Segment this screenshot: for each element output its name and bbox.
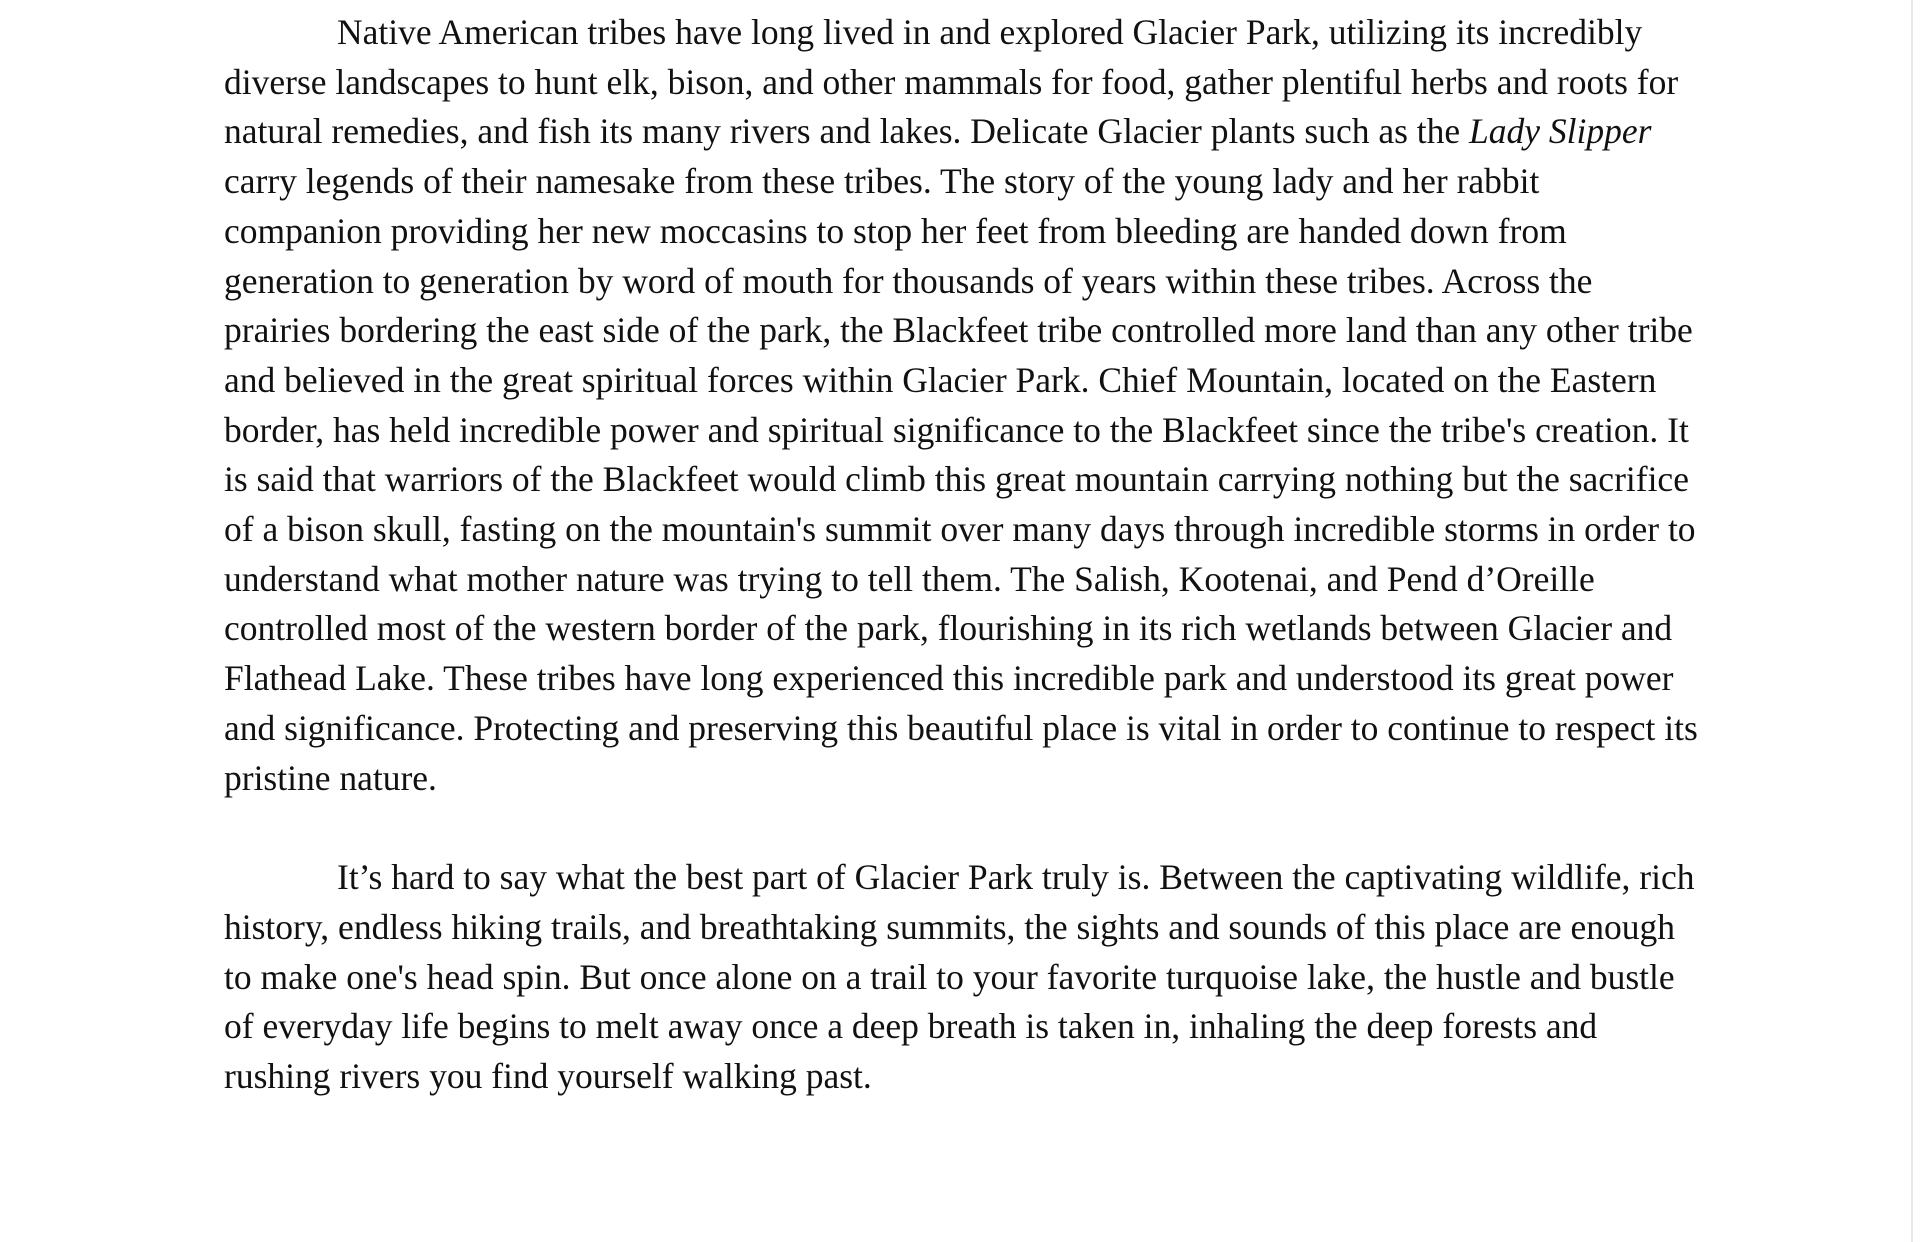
paragraph-best-part-of-glacier xyxy=(224,853,1700,1102)
italic-plant-name: Lady Slipper xyxy=(1469,111,1652,152)
page-edge-divider xyxy=(1911,0,1913,1242)
paragraph-native-american-tribes xyxy=(224,8,1700,803)
paragraph-text: Native American tribes have long lived in and explored Glacier Park, utilizing its incredibly diverse landscapes to hunt elk, bison, and other mammals for food, gather plentiful herbs and roots for natural remedies, and fish its many rivers and lakes. Delicate Glacier plants such as the xyxy=(224,12,1679,152)
document-body xyxy=(224,8,1700,1102)
paragraph-text: It’s hard to say what the best part of Glacier Park truly is. Between the captivating wildlife, rich history, endless hiking trails, and breathtaking summits, the sights and sounds of this place are enough to make one's head spin. But once alone on a trail to your favorite turquoise lake, the hustle and bustle of everyday life begins to melt away once a deep breath is taken in, inhaling the deep forests and rushing rivers you find yourself walking past. xyxy=(224,857,1695,1097)
paragraph-text: carry legends of their namesake from these tribes. The story of the young lady and her rabbit companion providing her new moccasins to stop her feet from bleeding are handed down from generation to generation by word of mouth for thousands of years within these tribes. Across the prairies bordering the east side of the park, the Blackfeet tribe controlled more land than any other tribe and believed in the great spiritual forces within Glacier Park. Chief Mountain, located on the Eastern border, has held incredible power and spiritual significance to the Blackfeet since the tribe's creation. It is said that warriors of the Blackfeet would climb this great mountain carrying nothing but the sacrifice of a bison skull, fasting on the mountain's summit over many days through incredible storms in order to understand what mother nature was trying to tell them. The Salish, Kootenai, and Pend d’Oreille controlled most of the western border of the park, flourishing in its rich wetlands between Glacier and Flathead Lake. These tribes have long experienced this incredible park and understood its great power and significance. Protecting and preserving this beautiful place is vital in order to continue to respect its pristine nature. xyxy=(224,161,1698,798)
